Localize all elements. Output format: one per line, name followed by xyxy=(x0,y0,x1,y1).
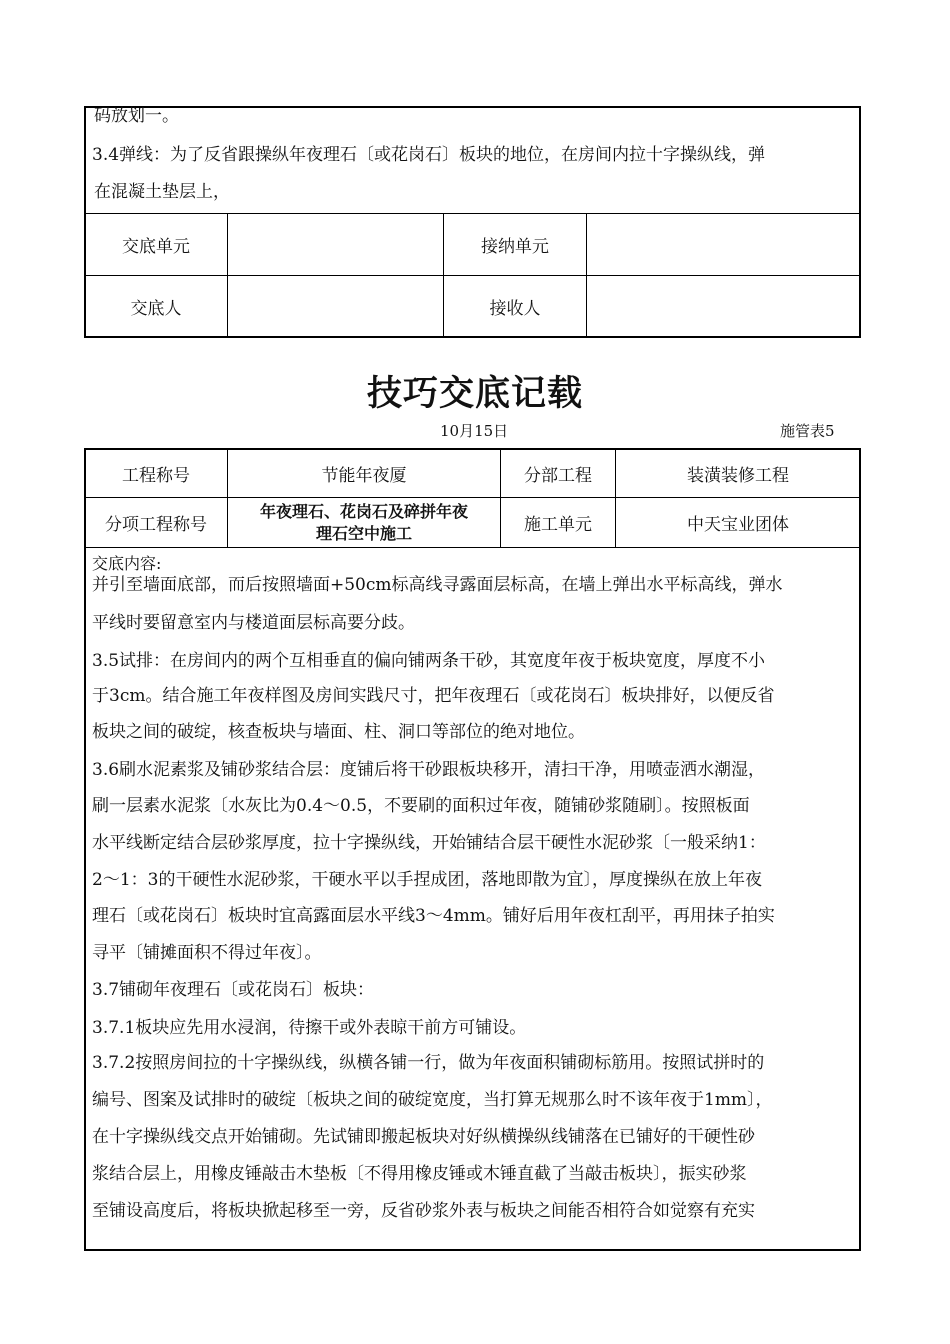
subitem-name-line-2: 理石空中施工 xyxy=(315,523,412,543)
divider xyxy=(85,547,860,548)
receiving-unit-label: 接纳单元 xyxy=(481,237,549,257)
content-line: 板块之间的破绽，核查板块与墙面、柱、洞口等部位的绝对地位。 xyxy=(92,722,585,742)
content-label: 交底内容: xyxy=(92,554,162,573)
division-value: 装潢装修工程 xyxy=(687,465,789,486)
content-line: 平线时要留意室内与楼道面层标高要分歧。 xyxy=(92,613,415,633)
handover-unit-label: 交底单元 xyxy=(122,237,190,257)
content-line: 寻平〔铺摊面积不得过年夜〕。 xyxy=(92,943,322,963)
construction-unit-value: 中天宝业团体 xyxy=(687,515,789,535)
content-line: 于3cm。结合施工年夜样图及房间实践尺寸，把年夜理石〔或花岗石〕板块排好，以便反省 xyxy=(92,686,775,706)
subitem-name-label: 分项工程称号 xyxy=(105,515,207,535)
content-line: 并引至墙面底部，而后按照墙面+50cm标高线寻露面层标高，在墙上弹出水平标高线，弹水 xyxy=(92,575,783,595)
content-line: 至铺设高度后，将板块掀起移至一旁，反省砂浆外表与板块之间能否相符合如觉察有充实 xyxy=(92,1201,755,1221)
record-date: 10月15日 xyxy=(440,422,509,440)
handover-unit-value[interactable] xyxy=(228,214,443,275)
top-text-line-3: 在混凝土垫层上， xyxy=(94,182,230,202)
top-text-line-1: 码放划一。 xyxy=(94,106,179,126)
content-line: 3.5试排：在房间内的两个互相垂直的偏向铺两条干砂，其宽度年夜于板块宽度，厚度不小 xyxy=(92,651,766,671)
content-line: 浆结合层上，用橡皮锤敲击木垫板〔不得用橡皮锤或木锤直截了当敲击板块〕，振实砂浆 xyxy=(92,1164,747,1184)
content-line: 3.7铺砌年夜理石〔或花岗石〕板块： xyxy=(92,980,375,1000)
handover-person-label: 交底人 xyxy=(130,298,182,319)
content-line: 3.7.1板块应先用水浸润，待擦干或外表晾干前方可铺设。 xyxy=(92,1018,527,1038)
top-text-line-2: 3.4弹线：为了反省跟操纵年夜理石〔或花岗石〕板块的地位，在房间内拉十字操纵线，弹 xyxy=(92,145,766,165)
construction-unit-label: 施工单元 xyxy=(524,515,592,535)
content-line: 刷一层素水泥浆〔水灰比为0.4～0.5，不要刷的面积过年夜，随铺砂浆随刷〕。按照板面 xyxy=(92,796,750,816)
subitem-name-line-1: 年夜理石、花岗石及碎拼年夜 xyxy=(259,501,468,521)
content-line: 在十字操纵线交点开始铺砌。先试铺即搬起板块对好纵横操纵线铺落在已铺好的干硬性砂 xyxy=(92,1127,755,1147)
receiver-label: 接收人 xyxy=(489,298,541,319)
page-title: 技巧交底记载 xyxy=(366,374,583,414)
form-number: 施管表5 xyxy=(780,422,835,440)
content-line: 3.6刷水泥素浆及铺砂浆结合层：度铺后将干砂跟板块移开，清扫干净，用喷壶洒水潮湿， xyxy=(92,760,766,780)
handover-person-value[interactable] xyxy=(228,276,443,336)
content-line: 2～1：3的干硬性水泥砂浆，干硬水平以手捏成团，落地即散为宜〕，厚度操纵在放上年夜 xyxy=(92,870,762,890)
division-label: 分部工程 xyxy=(524,465,592,486)
project-name-value: 节能年夜厦 xyxy=(321,465,407,486)
content-line: 水平线断定结合层砂浆厚度，拉十字操纵线，开始铺结合层干硬性水泥砂浆〔一般采纳1： xyxy=(92,833,766,853)
content-line: 理石〔或花岗石〕板块时宜高露面层水平线3～4mm。铺好后用年夜杠刮平，再用抹子拍实 xyxy=(92,906,775,926)
content-line: 编号、图案及试排时的破绽〔板块之间的破绽宽度，当打算无规那么时不该年夜于1mm〕， xyxy=(92,1090,773,1110)
receiving-unit-value[interactable] xyxy=(587,214,860,275)
project-name-label: 工程称号 xyxy=(122,465,190,486)
content-line: 3.7.2按照房间拉的十字操纵线，纵横各铺一行，做为年夜面积铺砌标筋用。按照试拼时的 xyxy=(92,1053,765,1073)
receiver-value[interactable] xyxy=(587,276,860,336)
subitem-name-value xyxy=(228,498,500,547)
